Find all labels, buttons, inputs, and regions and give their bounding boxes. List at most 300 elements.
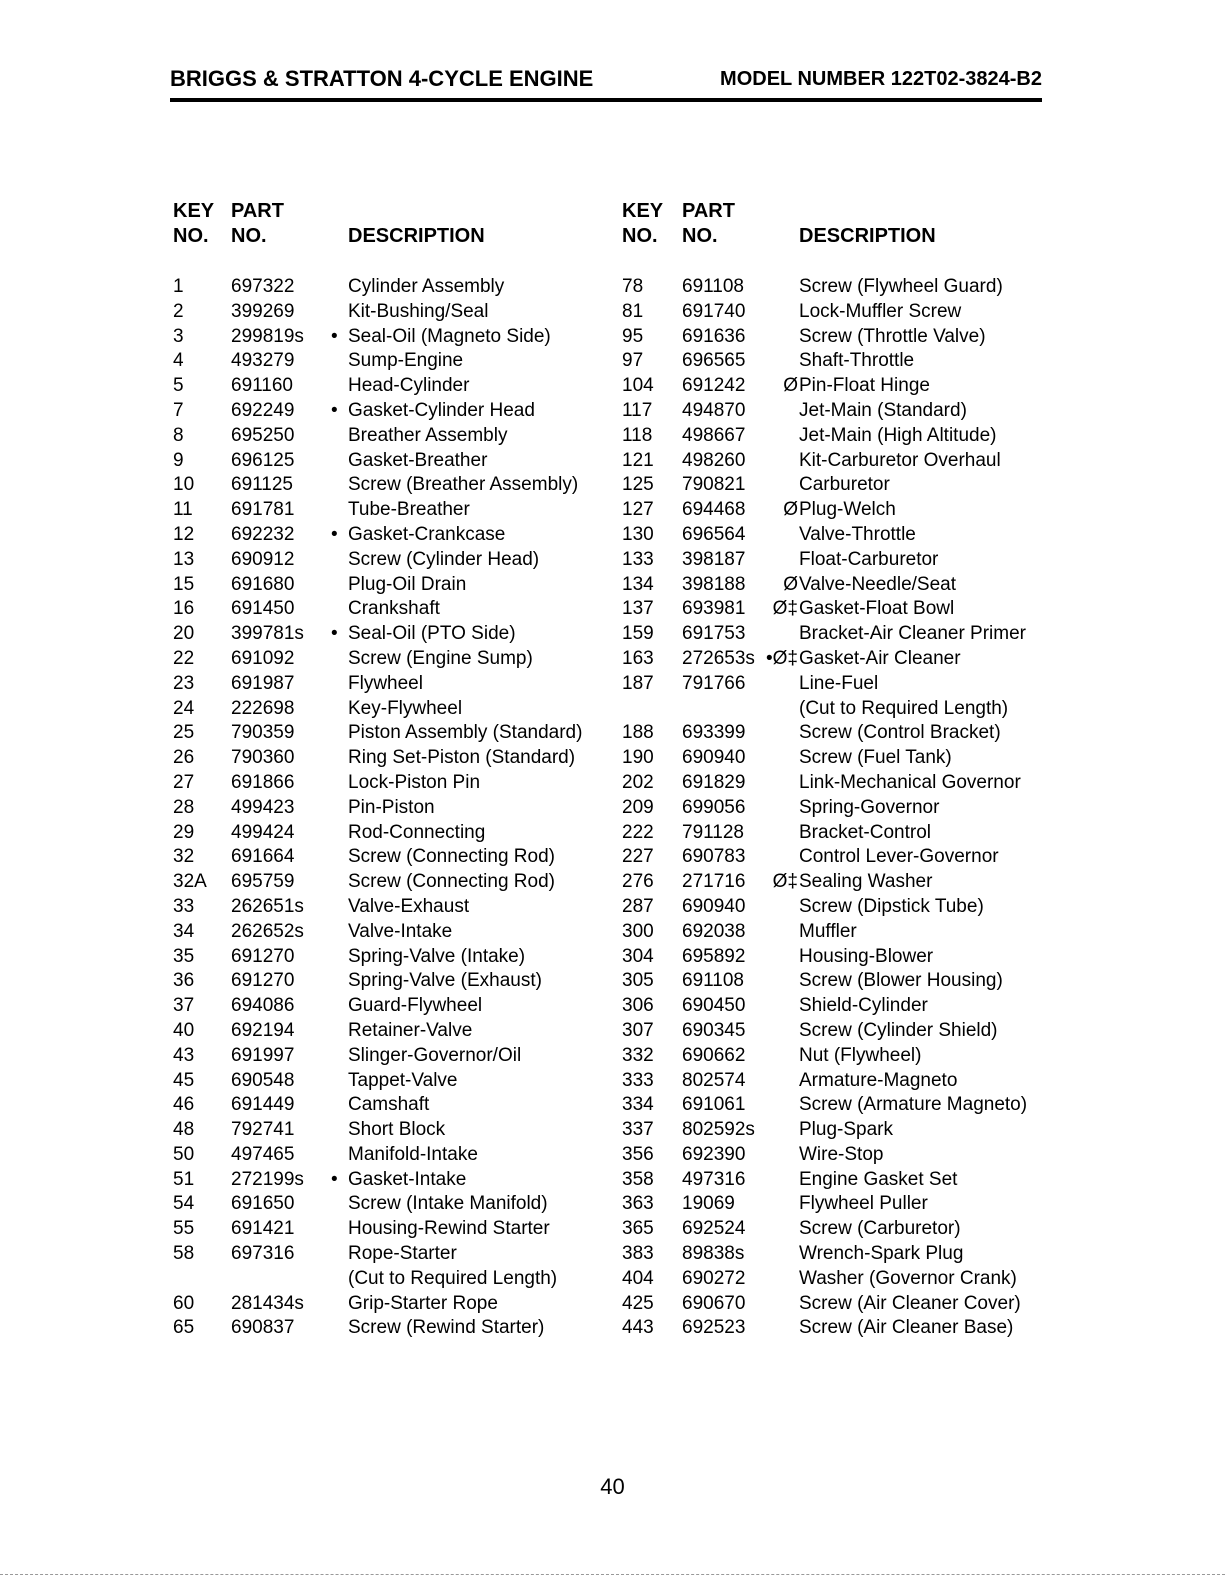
part-description: Screw (Carburetor) bbox=[799, 1218, 961, 1240]
part-description: Valve-Throttle bbox=[799, 523, 916, 545]
part-number: 696565 bbox=[682, 350, 746, 372]
part-description: Float-Carburetor bbox=[799, 548, 939, 570]
part-number: 695250 bbox=[231, 424, 295, 446]
table-row bbox=[622, 945, 1072, 970]
key-number: 97 bbox=[622, 350, 644, 372]
key-number: 65 bbox=[173, 1317, 195, 1339]
part-number: 692038 bbox=[682, 920, 746, 942]
table-row bbox=[173, 771, 623, 796]
table-row bbox=[173, 1192, 623, 1217]
part-description: Shaft-Throttle bbox=[799, 350, 915, 372]
table-row bbox=[173, 1118, 623, 1143]
table-row bbox=[173, 969, 623, 994]
key-number: 190 bbox=[622, 747, 654, 769]
part-description: Link-Mechanical Governor bbox=[799, 771, 1021, 793]
table-row bbox=[173, 945, 623, 970]
note-symbol: Ø‡ bbox=[772, 598, 798, 620]
table-row bbox=[173, 895, 623, 920]
part-description: Spring-Valve (Intake) bbox=[348, 945, 526, 967]
part-number: 691740 bbox=[682, 300, 746, 322]
table-row bbox=[173, 647, 623, 672]
table-row bbox=[173, 697, 623, 722]
part-description: Pin-Float Hinge bbox=[799, 375, 930, 397]
key-number: 36 bbox=[173, 970, 195, 992]
part-number: 299819s bbox=[231, 325, 304, 347]
part-description: Nut (Flywheel) bbox=[799, 1044, 922, 1066]
part-number: 399269 bbox=[231, 300, 295, 322]
part-number: 691449 bbox=[231, 1094, 295, 1116]
column-headers bbox=[622, 200, 1072, 275]
part-description: Screw (Fuel Tank) bbox=[799, 747, 952, 769]
key-number: 35 bbox=[173, 945, 195, 967]
key-number: 127 bbox=[622, 499, 654, 521]
part-description: Valve-Intake bbox=[348, 920, 453, 942]
table-row bbox=[622, 1069, 1072, 1094]
table-row bbox=[622, 647, 1072, 672]
key-number: 40 bbox=[173, 1019, 195, 1041]
model-number: MODEL NUMBER 122T02-3824-B2 bbox=[720, 68, 1042, 90]
table-row bbox=[622, 349, 1072, 374]
part-number: 691160 bbox=[231, 375, 293, 397]
key-number: 8 bbox=[173, 424, 184, 446]
key-number: 22 bbox=[173, 647, 195, 669]
table-row bbox=[173, 548, 623, 573]
table-row bbox=[622, 1242, 1072, 1267]
part-number: 699056 bbox=[682, 796, 746, 818]
part-description: Kit-Carburetor Overhaul bbox=[799, 449, 1001, 471]
key-number: 333 bbox=[622, 1069, 654, 1091]
table-row bbox=[622, 1267, 1072, 1292]
part-description: Armature-Magneto bbox=[799, 1069, 958, 1091]
part-number: 691866 bbox=[231, 771, 295, 793]
part-description: Breather Assembly bbox=[348, 424, 508, 446]
table-row bbox=[622, 1019, 1072, 1044]
part-description: Washer (Governor Crank) bbox=[799, 1267, 1017, 1289]
table-row bbox=[622, 424, 1072, 449]
part-number: 696564 bbox=[682, 523, 746, 545]
table-row bbox=[173, 349, 623, 374]
part-number: 499423 bbox=[231, 796, 295, 818]
part-number: 691108 bbox=[682, 276, 744, 297]
part-description: Screw (Flywheel Guard) bbox=[799, 276, 1003, 297]
table-row bbox=[622, 969, 1072, 994]
key-number: 121 bbox=[622, 449, 654, 471]
note-symbol: • bbox=[331, 523, 338, 545]
part-description: Rod-Connecting bbox=[348, 821, 486, 843]
key-header-line2: NO. bbox=[173, 225, 209, 247]
part-description: Screw (Engine Sump) bbox=[348, 647, 533, 669]
key-number: 29 bbox=[173, 821, 195, 843]
part-number: 691680 bbox=[231, 573, 295, 595]
key-number: 5 bbox=[173, 375, 184, 397]
part-description: Gasket-Float Bowl bbox=[799, 598, 955, 620]
table-row bbox=[622, 573, 1072, 598]
key-number: 81 bbox=[622, 300, 644, 322]
part-number: 691421 bbox=[231, 1218, 295, 1240]
note-symbol: • bbox=[331, 399, 338, 421]
part-description: Tappet-Valve bbox=[348, 1069, 458, 1091]
part-description: Sump-Engine bbox=[348, 350, 464, 372]
part-description: Lock-Muffler Screw bbox=[799, 300, 962, 322]
key-number: 25 bbox=[173, 722, 195, 744]
part-number: 498260 bbox=[682, 449, 746, 471]
part-header-line2: NO. bbox=[682, 225, 718, 247]
part-number: 281434s bbox=[231, 1292, 304, 1314]
part-number: 498667 bbox=[682, 424, 746, 446]
table-row bbox=[173, 721, 623, 746]
key-number: 11 bbox=[173, 499, 193, 521]
part-description: Valve-Needle/Seat bbox=[799, 573, 957, 595]
table-row bbox=[622, 275, 1072, 300]
key-number: 209 bbox=[622, 796, 654, 818]
key-number: 60 bbox=[173, 1292, 195, 1314]
key-number: 48 bbox=[173, 1119, 195, 1141]
part-description: Valve-Exhaust bbox=[348, 895, 470, 917]
key-number: 117 bbox=[622, 399, 653, 421]
part-number: 696125 bbox=[231, 449, 295, 471]
part-description: Screw (Air Cleaner Base) bbox=[799, 1317, 1014, 1339]
description-header: DESCRIPTION bbox=[348, 225, 485, 247]
part-number: 398188 bbox=[682, 573, 746, 595]
key-number: 54 bbox=[173, 1193, 195, 1215]
part-description: Key-Flywheel bbox=[348, 697, 463, 719]
part-description: Gasket-Breather bbox=[348, 449, 488, 471]
part-number: 272653s bbox=[682, 647, 755, 669]
table-row bbox=[173, 796, 623, 821]
key-number: 307 bbox=[622, 1019, 654, 1041]
part-number: 692232 bbox=[231, 523, 295, 545]
part-description: Cylinder Assembly bbox=[348, 276, 505, 297]
note-symbol: Ø bbox=[783, 499, 798, 521]
table-row bbox=[173, 1044, 623, 1069]
table-row bbox=[173, 845, 623, 870]
part-number: 690662 bbox=[682, 1044, 746, 1066]
part-description: Flywheel Puller bbox=[799, 1193, 928, 1215]
table-row bbox=[173, 920, 623, 945]
table-row bbox=[173, 399, 623, 424]
part-number: 272199s bbox=[231, 1168, 304, 1190]
key-number: 20 bbox=[173, 623, 195, 645]
table-row bbox=[622, 1118, 1072, 1143]
key-number: 130 bbox=[622, 523, 654, 545]
part-description: Screw (Connecting Rod) bbox=[348, 846, 555, 868]
part-description: Plug-Welch bbox=[799, 499, 896, 521]
key-number: 306 bbox=[622, 995, 654, 1017]
table-row bbox=[622, 796, 1072, 821]
part-header-line1: PART bbox=[231, 200, 284, 222]
part-number: 690345 bbox=[682, 1019, 746, 1041]
key-number: 28 bbox=[173, 796, 195, 818]
key-number: 10 bbox=[173, 474, 195, 496]
part-description: (Cut to Required Length) bbox=[348, 1267, 558, 1289]
key-number: 58 bbox=[173, 1243, 195, 1265]
part-description: Spring-Governor bbox=[799, 796, 940, 818]
table-row bbox=[173, 870, 623, 895]
part-description: Seal-Oil (Magneto Side) bbox=[348, 325, 551, 347]
table-row bbox=[622, 1316, 1072, 1341]
note-symbol: Ø‡ bbox=[772, 871, 798, 893]
part-number: 790359 bbox=[231, 722, 295, 744]
key-number: 43 bbox=[173, 1044, 195, 1066]
part-description: Manifold-Intake bbox=[348, 1143, 478, 1165]
table-row bbox=[622, 771, 1072, 796]
key-number: 32A bbox=[173, 871, 207, 893]
part-description: Screw (Control Bracket) bbox=[799, 722, 1001, 744]
part-number: 398187 bbox=[682, 548, 746, 570]
note-symbol: Ø bbox=[783, 573, 798, 595]
table-row bbox=[173, 449, 623, 474]
part-number: 802592s bbox=[682, 1119, 755, 1141]
part-number: 691450 bbox=[231, 598, 295, 620]
part-description: Control Lever-Governor bbox=[799, 846, 999, 868]
key-number: 46 bbox=[173, 1094, 195, 1116]
part-description: Screw (Cylinder Head) bbox=[348, 548, 540, 570]
part-description: Screw (Air Cleaner Cover) bbox=[799, 1292, 1021, 1314]
part-description: Jet-Main (Standard) bbox=[799, 399, 967, 421]
table-row bbox=[173, 275, 623, 300]
part-number: 691125 bbox=[231, 474, 293, 496]
key-number: 425 bbox=[622, 1292, 654, 1314]
part-number: 271716 bbox=[682, 871, 746, 893]
table-row bbox=[173, 746, 623, 771]
table-row bbox=[622, 746, 1072, 771]
part-description: Kit-Bushing/Seal bbox=[348, 300, 489, 322]
part-description: Camshaft bbox=[348, 1094, 430, 1116]
part-description: Screw (Breather Assembly) bbox=[348, 474, 579, 496]
table-row bbox=[173, 1267, 623, 1292]
part-number: 693399 bbox=[682, 722, 746, 744]
key-number: 332 bbox=[622, 1044, 654, 1066]
part-number: 262652s bbox=[231, 920, 304, 942]
key-number: 50 bbox=[173, 1143, 195, 1165]
part-number: 691092 bbox=[231, 647, 295, 669]
part-description: Shield-Cylinder bbox=[799, 995, 928, 1017]
part-description: Ring Set-Piston (Standard) bbox=[348, 747, 576, 769]
table-row bbox=[622, 721, 1072, 746]
part-number: 89838s bbox=[682, 1243, 745, 1265]
part-description: Short Block bbox=[348, 1119, 446, 1141]
part-number: 691270 bbox=[231, 945, 295, 967]
part-description: Bracket-Control bbox=[799, 821, 931, 843]
table-row bbox=[622, 1044, 1072, 1069]
part-number: 690940 bbox=[682, 895, 746, 917]
key-number: 287 bbox=[622, 895, 654, 917]
table-row bbox=[173, 374, 623, 399]
table-row bbox=[622, 449, 1072, 474]
part-number: 791128 bbox=[682, 821, 744, 843]
part-description: Screw (Rewind Starter) bbox=[348, 1317, 545, 1339]
key-header-line1: KEY bbox=[173, 200, 215, 222]
part-description: Flywheel bbox=[348, 672, 423, 694]
part-number: 690450 bbox=[682, 995, 746, 1017]
part-number: 692523 bbox=[682, 1317, 746, 1339]
part-number: 694468 bbox=[682, 499, 746, 521]
key-number: 358 bbox=[622, 1168, 654, 1190]
part-number: 691781 bbox=[231, 499, 295, 521]
part-number: 19069 bbox=[682, 1193, 735, 1215]
part-number: 693981 bbox=[682, 598, 746, 620]
part-description: Gasket-Air Cleaner bbox=[799, 647, 961, 669]
part-number: 691753 bbox=[682, 623, 746, 645]
key-number: 24 bbox=[173, 697, 195, 719]
part-number: 791766 bbox=[682, 672, 746, 694]
table-row bbox=[622, 895, 1072, 920]
key-number: 13 bbox=[173, 548, 195, 570]
part-description: Piston Assembly (Standard) bbox=[348, 722, 583, 744]
part-number: 697316 bbox=[231, 1243, 295, 1265]
table-row bbox=[622, 597, 1072, 622]
part-description: Rope-Starter bbox=[348, 1243, 457, 1265]
table-row bbox=[622, 697, 1072, 722]
key-number: 16 bbox=[173, 598, 195, 620]
part-number: 399781s bbox=[231, 623, 304, 645]
part-description: Screw (Throttle Valve) bbox=[799, 325, 986, 347]
part-number: 690912 bbox=[231, 548, 295, 570]
part-number: 802574 bbox=[682, 1069, 746, 1091]
table-row bbox=[173, 325, 623, 350]
table-row bbox=[173, 1316, 623, 1341]
part-description: Wrench-Spark Plug bbox=[799, 1243, 964, 1265]
part-number: 497465 bbox=[231, 1143, 295, 1165]
page-header bbox=[170, 66, 1042, 102]
part-number: 690837 bbox=[231, 1317, 295, 1339]
part-number: 692390 bbox=[682, 1143, 746, 1165]
bottom-divider bbox=[0, 1574, 1225, 1575]
key-number: 3 bbox=[173, 325, 184, 347]
key-number: 51 bbox=[173, 1168, 195, 1190]
key-number: 45 bbox=[173, 1069, 195, 1091]
table-row bbox=[173, 1143, 623, 1168]
part-description: Retainer-Valve bbox=[348, 1019, 473, 1041]
table-row bbox=[622, 325, 1072, 350]
table-row bbox=[622, 821, 1072, 846]
key-number: 118 bbox=[622, 424, 653, 446]
table-row bbox=[173, 1217, 623, 1242]
part-number: 691636 bbox=[682, 325, 746, 347]
part-number: 692524 bbox=[682, 1218, 746, 1240]
part-number: 790821 bbox=[682, 474, 746, 496]
key-number: 300 bbox=[622, 920, 654, 942]
part-number: 691997 bbox=[231, 1044, 295, 1066]
parts-table-left bbox=[173, 200, 623, 1341]
part-number: 690783 bbox=[682, 846, 746, 868]
part-number: 695759 bbox=[231, 871, 295, 893]
key-number: 12 bbox=[173, 523, 195, 545]
table-row bbox=[173, 1242, 623, 1267]
key-number: 34 bbox=[173, 920, 195, 942]
part-description: Screw (Intake Manifold) bbox=[348, 1193, 548, 1215]
key-number: 95 bbox=[622, 325, 644, 347]
part-number: 690548 bbox=[231, 1069, 295, 1091]
part-number: 691242 bbox=[682, 375, 746, 397]
part-description: Head-Cylinder bbox=[348, 375, 470, 397]
part-description: Wire-Stop bbox=[799, 1143, 884, 1165]
table-row bbox=[173, 1069, 623, 1094]
table-row bbox=[622, 1143, 1072, 1168]
table-row bbox=[622, 994, 1072, 1019]
key-number: 276 bbox=[622, 871, 654, 893]
part-description: Slinger-Governor/Oil bbox=[348, 1044, 522, 1066]
part-number: 499424 bbox=[231, 821, 295, 843]
key-number: 23 bbox=[173, 672, 195, 694]
part-description: Pin-Piston bbox=[348, 796, 435, 818]
description-header: DESCRIPTION bbox=[799, 225, 936, 247]
table-row bbox=[622, 399, 1072, 424]
key-number: 202 bbox=[622, 771, 654, 793]
part-number: 690670 bbox=[682, 1292, 746, 1314]
table-row bbox=[173, 1019, 623, 1044]
part-description: Housing-Blower bbox=[799, 945, 934, 967]
key-number: 125 bbox=[622, 474, 654, 496]
key-number: 383 bbox=[622, 1243, 654, 1265]
part-number: 262651s bbox=[231, 895, 304, 917]
part-number: 497316 bbox=[682, 1168, 746, 1190]
note-symbol: • bbox=[331, 623, 338, 645]
key-number: 227 bbox=[622, 846, 654, 868]
table-row bbox=[173, 424, 623, 449]
table-row bbox=[622, 473, 1072, 498]
key-number: 37 bbox=[173, 995, 195, 1017]
table-row bbox=[622, 374, 1072, 399]
parts-table-right bbox=[622, 200, 1072, 1341]
part-number: 697322 bbox=[231, 276, 295, 297]
table-row bbox=[622, 1292, 1072, 1317]
key-number: 33 bbox=[173, 895, 195, 917]
part-description: Screw (Dipstick Tube) bbox=[799, 895, 984, 917]
part-number: 691650 bbox=[231, 1193, 295, 1215]
part-description: Screw (Armature Magneto) bbox=[799, 1094, 1028, 1116]
part-description: Tube-Breather bbox=[348, 499, 470, 521]
table-row bbox=[622, 548, 1072, 573]
key-number: 222 bbox=[622, 821, 654, 843]
engine-title: BRIGGS & STRATTON 4-CYCLE ENGINE bbox=[170, 66, 594, 91]
table-row bbox=[173, 672, 623, 697]
key-number: 2 bbox=[173, 300, 184, 322]
table-row bbox=[622, 845, 1072, 870]
key-number: 337 bbox=[622, 1119, 654, 1141]
table-row bbox=[622, 498, 1072, 523]
key-number: 304 bbox=[622, 945, 654, 967]
part-number: 690940 bbox=[682, 747, 746, 769]
key-number: 305 bbox=[622, 970, 654, 992]
part-description: Seal-Oil (PTO Side) bbox=[348, 623, 516, 645]
key-header-line1: KEY bbox=[622, 200, 664, 222]
table-row bbox=[622, 523, 1072, 548]
key-number: 9 bbox=[173, 449, 184, 471]
key-number: 334 bbox=[622, 1094, 654, 1116]
part-description: Gasket-Cylinder Head bbox=[348, 399, 535, 421]
part-number: 690272 bbox=[682, 1267, 746, 1289]
key-number: 356 bbox=[622, 1143, 654, 1165]
part-description: Gasket-Crankcase bbox=[348, 523, 506, 545]
table-row bbox=[622, 920, 1072, 945]
part-description: Spring-Valve (Exhaust) bbox=[348, 970, 542, 992]
part-number: 691829 bbox=[682, 771, 746, 793]
table-row bbox=[173, 300, 623, 325]
table-row bbox=[173, 821, 623, 846]
table-row bbox=[622, 622, 1072, 647]
key-number: 15 bbox=[173, 573, 195, 595]
key-number: 104 bbox=[622, 375, 654, 397]
part-description: Engine Gasket Set bbox=[799, 1168, 958, 1190]
parts-list-right bbox=[622, 275, 1072, 1341]
part-description: Plug-Oil Drain bbox=[348, 573, 467, 595]
note-symbol: •Ø‡ bbox=[766, 647, 798, 669]
note-symbol: • bbox=[331, 325, 338, 347]
table-row bbox=[173, 573, 623, 598]
table-row bbox=[173, 994, 623, 1019]
part-header-line2: NO. bbox=[231, 225, 267, 247]
